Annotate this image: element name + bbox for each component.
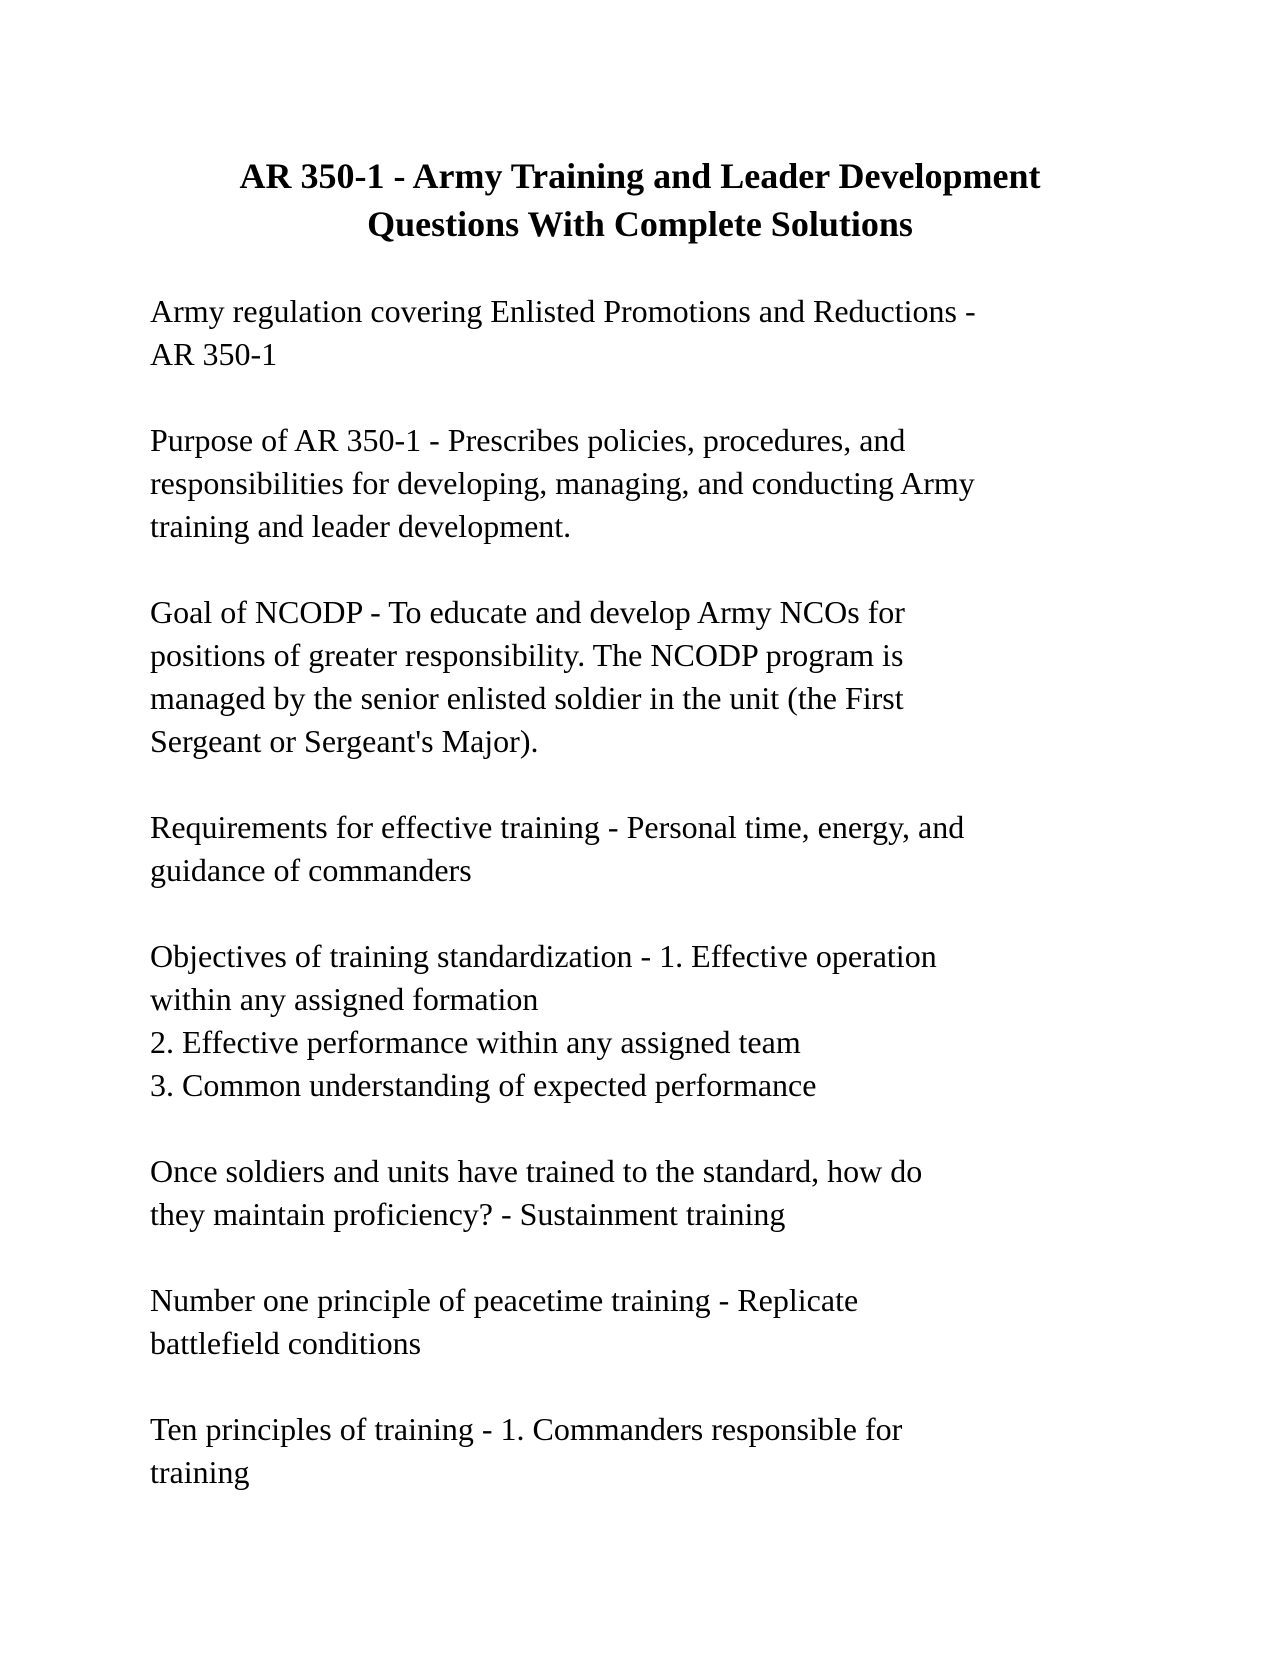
qa-line: positions of greater responsibility. The NCODP program is xyxy=(150,637,904,673)
document-title-line: AR 350-1 - Army Training and Leader Development xyxy=(239,156,1041,196)
qa-entry-peacetime-principle xyxy=(150,1279,1160,1365)
qa-line: training and leader development. xyxy=(150,508,572,544)
qa-line: guidance of commanders xyxy=(150,852,472,888)
document-title xyxy=(100,152,1180,248)
qa-line: battlefield conditions xyxy=(150,1325,422,1361)
qa-line: 2. Effective performance within any assigned team xyxy=(150,1024,801,1060)
qa-entry-regulation xyxy=(150,290,1160,376)
qa-line: Requirements for effective training - Personal time, energy, and xyxy=(150,809,965,845)
qa-entry-ncodp-goal xyxy=(150,591,1160,763)
qa-entry-objectives xyxy=(150,935,1160,1107)
qa-line: managed by the senior enlisted soldier in the unit (the First xyxy=(150,680,904,716)
qa-line: within any assigned formation xyxy=(150,981,539,1017)
qa-entry-ten-principles xyxy=(150,1408,1160,1494)
qa-line: Objectives of training standardization - 1. Effective operation xyxy=(150,938,937,974)
qa-entry-requirements xyxy=(150,806,1160,892)
document-body xyxy=(150,290,1160,1537)
qa-line: they maintain proficiency? - Sustainment training xyxy=(150,1196,786,1232)
qa-line: Ten principles of training - 1. Commanders responsible for xyxy=(150,1411,903,1447)
qa-line: Number one principle of peacetime training - Replicate xyxy=(150,1282,859,1318)
qa-line: Once soldiers and units have trained to the standard, how do xyxy=(150,1153,923,1189)
qa-line: Sergeant or Sergeant's Major). xyxy=(150,723,539,759)
qa-line: 3. Common understanding of expected performance xyxy=(150,1067,817,1103)
qa-line: training xyxy=(150,1454,250,1490)
qa-line: responsibilities for developing, managing, and conducting Army xyxy=(150,465,975,501)
qa-entry-proficiency xyxy=(150,1150,1160,1236)
qa-line: Army regulation covering Enlisted Promotions and Reductions - xyxy=(150,293,976,329)
qa-line: Goal of NCODP - To educate and develop Army NCOs for xyxy=(150,594,905,630)
qa-line: Purpose of AR 350-1 - Prescribes policies, procedures, and xyxy=(150,422,906,458)
qa-line: AR 350-1 xyxy=(150,336,278,372)
document-title-line: Questions With Complete Solutions xyxy=(367,204,913,244)
qa-entry-purpose xyxy=(150,419,1160,548)
